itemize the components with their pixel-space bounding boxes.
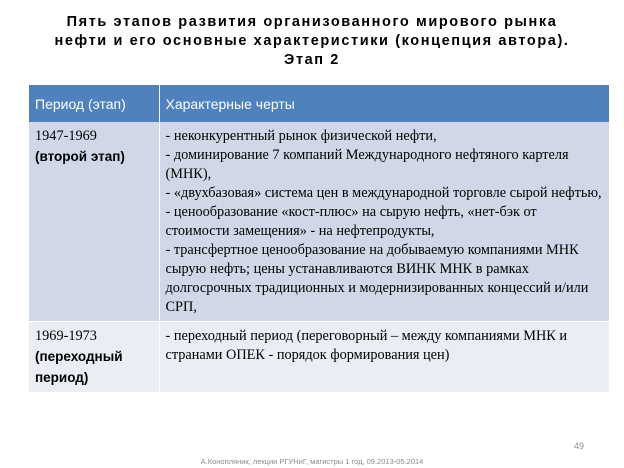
period-stage: (второй этап): [35, 149, 125, 164]
features-cell: [159, 122, 609, 322]
feature-item: - трансфертное ценообразование на добываемую компаниями МНК сырую нефть; цены устанавливаются ВИНК МНК в рамках долгосрочных традиционных и модернизированных концессий и/или СРП,: [165, 242, 589, 315]
period-cell: [29, 322, 159, 393]
period-years: 1947-1969: [35, 128, 97, 144]
feature-item: - «двухбазовая» система цен в международной торговле сырой нефтью,: [165, 185, 602, 201]
period-stage: (переходный период): [35, 349, 123, 385]
feature-item: - доминирование 7 компаний Международного нефтяного картеля (МНК),: [165, 147, 569, 182]
page-number: 49: [574, 441, 585, 451]
table-header-row: [29, 85, 609, 122]
periods-table: [29, 85, 609, 393]
table-row: [29, 322, 609, 393]
table-row: [29, 122, 609, 322]
title-line-3: Этап 2: [284, 52, 340, 68]
header-features: Характерные черты: [159, 85, 609, 122]
feature-item: - неконкурентный рынок физической нефти,: [165, 128, 437, 144]
period-years: 1969-1973: [35, 328, 97, 344]
feature-item: - переходный период (переговорный – между компаниями МНК и странами ОПЕК - порядок формирования цен): [165, 328, 568, 363]
footer-credit: А.Конопляник, лекции РГУНиГ, магистры 1 год, 09.2013-05.2014: [200, 457, 424, 466]
period-cell: [29, 122, 159, 322]
header-period: Период (этап): [29, 85, 159, 122]
title-line-2: нефти и его основные характеристики (концепция автора).: [54, 33, 570, 49]
slide-title: [0, 13, 624, 70]
feature-item: - ценообразование «кост-плюс» на сырую нефть, «нет-бэк от стоимости замещения» - на нефтепродукты,: [165, 204, 537, 239]
title-line-1: Пять этапов развития организованного мирового рынка: [66, 14, 558, 30]
features-cell: [159, 322, 609, 393]
